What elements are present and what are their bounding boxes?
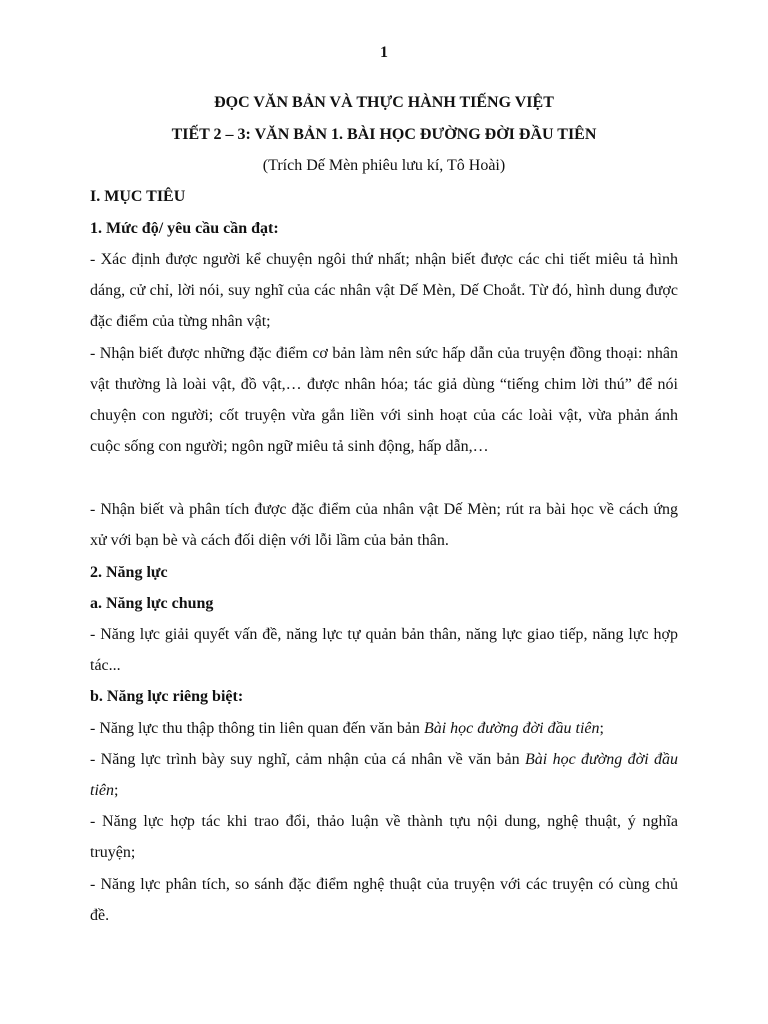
source-note: (Trích Dế Mèn phiêu lưu kí, Tô Hoài) [262, 157, 506, 174]
subheading-general-competence: a. Năng lực chung [90, 595, 214, 612]
paragraph-general-competence: - Năng lực giải quyết vấn đề, năng lực tự quản bản thân, năng lực giao tiếp, năng lực hợp tác... [90, 626, 678, 674]
paragraph-fable-features: - Nhận biết được những đặc điểm cơ bản làm nên sức hấp dẫn của truyện đồng thoại: nhân vật thường là loài vật, đồ vật,… được nhân hóa; tác giả dùng “tiếng chim lời thú” để nói chuyện con người; cốt truyện vừa gắn liền với sinh hoạt của các loài vật, vừa phản ánh cuộc sống con người; ngôn ngữ miêu tả sinh động, hấp dẫn,… [90, 345, 678, 455]
paragraph-character-analysis: - Nhận biết và phân tích được đặc điểm của nhân vật Dế Mèn; rút ra bài học về cách ứng xử với bạn bè và cách đối diện với lỗi lầm của bản thân. [90, 501, 678, 549]
lesson-title: TIẾT 2 – 3: VĂN BẢN 1. BÀI HỌC ĐƯỜNG ĐỜI ĐẦU TIÊN [171, 126, 597, 143]
text-segment: ; [599, 720, 604, 737]
work-title: Bài học đường đời đầu tiên [90, 751, 678, 799]
subheading-competence: 2. Năng lực [90, 564, 168, 581]
text-segment: ; [114, 782, 119, 799]
paragraph-presentation [90, 744, 678, 806]
paragraph-info-gathering [90, 713, 678, 744]
work-title: Bài học đường đời đầu tiên [423, 720, 600, 737]
subheading-requirements: 1. Mức độ/ yêu cầu cần đạt: [90, 220, 279, 237]
page-number: 1 [380, 44, 388, 61]
paragraph-cooperation: - Năng lực hợp tác khi trao đổi, thảo luận về thành tựu nội dung, nghệ thuật, ý nghĩa truyện; [90, 813, 678, 861]
text-segment: - Năng lực thu thập thông tin liên quan đến văn bản [90, 720, 424, 737]
subheading-specific-competence: b. Năng lực riêng biệt: [90, 688, 244, 705]
lesson-heading: ĐỌC VĂN BẢN VÀ THỰC HÀNH TIẾNG VIỆT [214, 94, 554, 111]
paragraph-comparison: - Năng lực phân tích, so sánh đặc điểm nghệ thuật của truyện với các truyện có cùng chủ đề. [90, 876, 678, 924]
section-heading-objectives: I. MỤC TIÊU [90, 188, 186, 205]
paragraph-narrator: - Xác định được người kể chuyện ngôi thứ nhất; nhận biết được các chi tiết miêu tả hình dáng, cử chỉ, lời nói, suy nghĩ của các nhân vật Dế Mèn, Dế Choắt. Từ đó, hình dung được đặc điểm của từng nhân vật; [90, 251, 678, 330]
text-segment: - Năng lực trình bày suy nghĩ, cảm nhận của cá nhân về văn bản [90, 751, 526, 768]
